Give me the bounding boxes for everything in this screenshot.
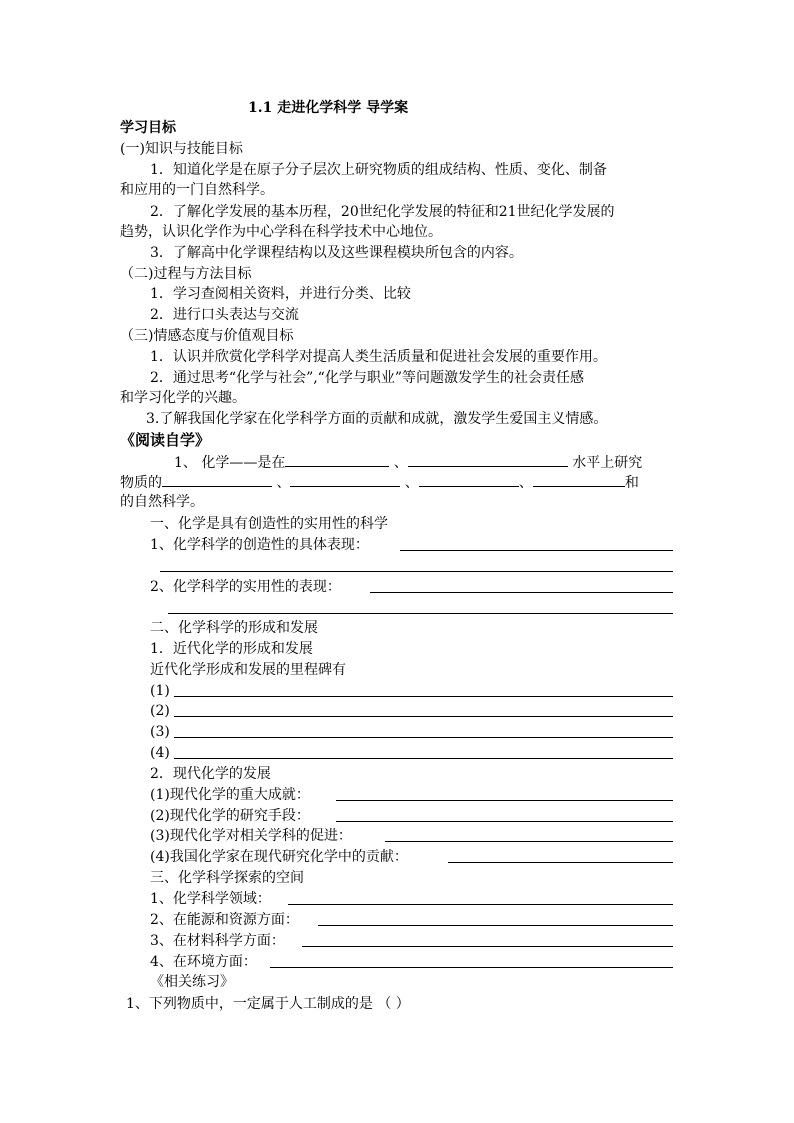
q1-blank-5[interactable]: [419, 472, 519, 487]
space-2-blank[interactable]: [318, 925, 673, 926]
space-3-blank[interactable]: [302, 946, 673, 947]
objectives-heading: 学习目标: [120, 120, 176, 136]
reading-q1-line1: [174, 452, 642, 472]
modern-1-label: (1)现代化学的重大成就：: [150, 787, 310, 803]
reading-q1-line3: 的自然科学。: [120, 494, 204, 510]
section-1-q2-blank[interactable]: [370, 592, 673, 593]
milestone-3-blank[interactable]: [174, 737, 673, 738]
emotion-item-2: 2．通过思考“化学与社会”,“化学与职业”等问题激发学生的社会责任感: [150, 370, 584, 386]
knowledge-item-1-cont: 和应用的一门自然科学。: [120, 182, 274, 198]
section-1-q1-blank-2[interactable]: [160, 571, 673, 572]
section-2-sub2: 2．现代化学的发展: [150, 766, 271, 782]
knowledge-item-1: 1．知道化学是在原子分子层次上研究物质的组成结构、性质、变化、制备: [150, 162, 607, 178]
modern-4-blank[interactable]: [448, 862, 673, 863]
milestone-2-label: (2): [150, 703, 170, 719]
reading-heading: 《阅读自学》: [120, 431, 211, 449]
modern-2-label: (2)现代化学的研究手段：: [150, 808, 310, 824]
emotion-heading: （三)情感态度与价值观目标: [120, 328, 294, 344]
q1-blank-4[interactable]: [290, 472, 400, 487]
space-4-blank[interactable]: [270, 967, 673, 968]
practice-heading: 《相关练习》: [150, 974, 234, 990]
milestone-4-label: (4): [150, 745, 170, 761]
emotion-item-2-cont: 和学习化学的兴趣。: [120, 390, 246, 406]
q1-blank-6[interactable]: [533, 472, 625, 487]
q1-blank-1[interactable]: [285, 452, 389, 467]
milestone-1-blank[interactable]: [174, 696, 673, 697]
q1-text-h: 和: [624, 475, 639, 491]
modern-1-blank[interactable]: [336, 800, 673, 801]
milestone-1-label: (1): [150, 683, 170, 699]
q1-text-e: 、: [276, 475, 291, 491]
knowledge-heading: (一)知识与技能目标: [120, 141, 243, 157]
page-title: 1.1 走进化学科学 导学案: [248, 100, 409, 116]
milestone-2-blank[interactable]: [174, 716, 673, 717]
reading-q1-line2: [120, 472, 639, 492]
section-2-milestone-intro: 近代化学形成和发展的里程碑有: [150, 662, 346, 678]
modern-3-label: (3)现代化学对相关学科的促进：: [150, 828, 352, 844]
space-1-label: 1、化学科学领域：: [150, 891, 271, 907]
process-item-2: 2．进行口头表达与交流: [150, 307, 299, 323]
section-1-q1: 1、化学科学的创造性的具体表现：: [150, 537, 369, 553]
process-item-1: 1．学习查阅相关资料，并进行分类、比较: [150, 286, 411, 302]
section-1-q2: 2、化学科学的实用性的表现：: [150, 579, 341, 595]
q1-text-c: 水平上研究: [572, 455, 643, 471]
section-2-sub1: 1．近代化学的形成和发展: [150, 641, 313, 657]
section-2-heading: 二、化学科学的形成和发展: [150, 620, 318, 636]
space-4-label: 4、在环境方面：: [150, 954, 257, 970]
q1-text-g: 、: [518, 475, 533, 491]
q1-blank-2[interactable]: [408, 452, 568, 467]
process-heading: （二)过程与方法目标: [120, 266, 252, 282]
q1-text-b: 、: [393, 455, 408, 471]
modern-4-label: (4)我国化学家在现代研究化学中的贡献：: [150, 849, 408, 865]
knowledge-item-3: 3．了解高中化学课程结构以及这些课程模块所包含的内容。: [150, 245, 523, 261]
knowledge-item-2-cont: 趋势，认识化学作为中心学科在科学技术中心地位。: [120, 224, 442, 240]
knowledge-item-2: 2．了解化学发展的基本历程，20世纪化学发展的特征和21世纪化学发展的: [150, 204, 615, 220]
space-1-blank[interactable]: [288, 904, 673, 905]
modern-2-blank[interactable]: [336, 821, 673, 822]
space-2-label: 2、在能源和资源方面：: [150, 912, 299, 928]
practice-q1: 1、下列物质中，一定属于人工制成的是 （ ）: [126, 996, 410, 1012]
emotion-item-1: 1．认识并欣赏化学科学对提高人类生活质量和促进社会发展的重要作用。: [150, 349, 607, 365]
q1-text-d: 物质的: [120, 475, 162, 491]
milestone-4-blank[interactable]: [174, 758, 673, 759]
modern-3-blank[interactable]: [385, 841, 673, 842]
q1-blank-3[interactable]: [162, 472, 272, 487]
section-1-q1-blank[interactable]: [400, 550, 673, 551]
space-3-label: 3、在材料科学方面：: [150, 933, 285, 949]
milestone-3-label: (3): [150, 724, 170, 740]
section-1-q2-blank-2[interactable]: [168, 613, 673, 614]
emotion-item-3: 3.了解我国化学家在化学科学方面的贡献和成就，激发学生爱国主义情感。: [146, 411, 608, 427]
section-1-heading: 一、化学是具有创造性的实用性的科学: [150, 516, 388, 532]
q1-text-a: 1、 化学——是在: [174, 455, 286, 471]
q1-text-f: 、: [404, 475, 419, 491]
section-3-heading: 三、化学科学探索的空间: [150, 870, 304, 886]
